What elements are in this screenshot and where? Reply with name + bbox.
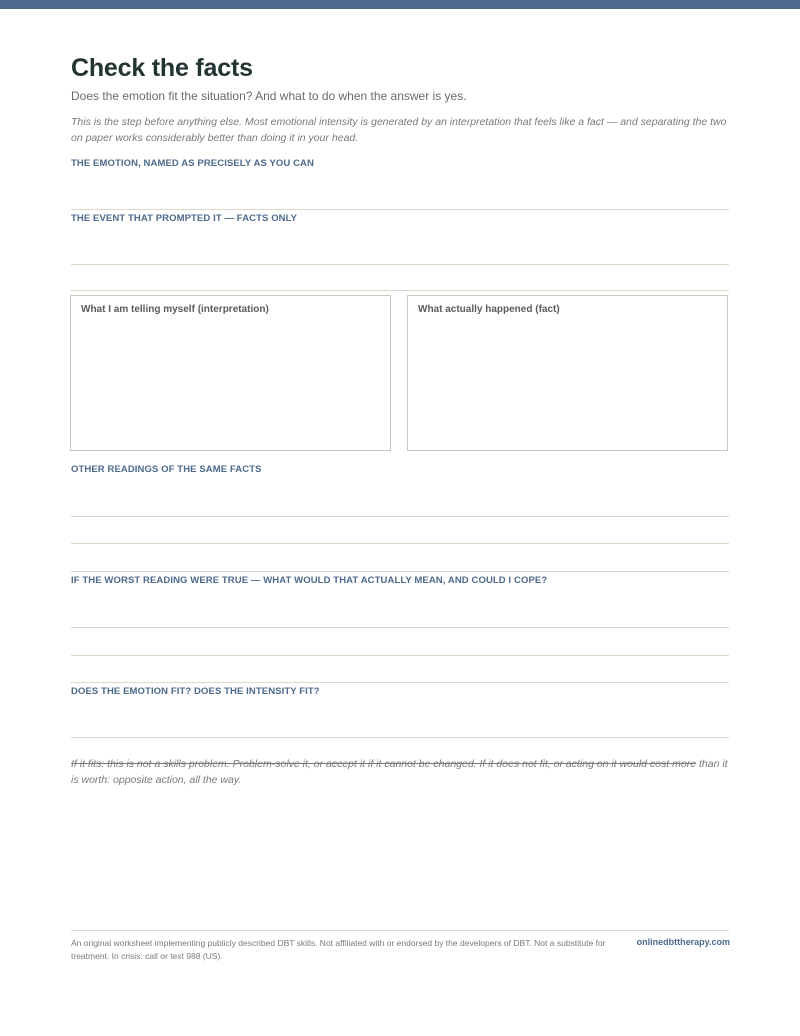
- page-title: Check the facts: [71, 54, 253, 82]
- worst-reading-line-2[interactable]: [71, 655, 729, 656]
- event-section-label: THE EVENT THAT PROMPTED IT — FACTS ONLY: [71, 213, 298, 224]
- worst-reading-line-3[interactable]: [71, 682, 729, 683]
- guidance-note: [71, 757, 736, 788]
- other-readings-line-2[interactable]: [71, 543, 729, 544]
- interpretation-box-label: What I am telling myself (interpretation): [81, 304, 269, 315]
- page-subtitle: Does the emotion fit the situation? And what to do when the answer is yes.: [71, 89, 467, 103]
- top-accent-bar: [0, 0, 800, 9]
- other-readings-section-label: OTHER READINGS OF THE SAME FACTS: [71, 464, 262, 475]
- event-writing-line-2[interactable]: [71, 290, 729, 291]
- other-readings-line-1[interactable]: [71, 516, 729, 517]
- emotion-section-label: THE EMOTION, NAMED AS PRECISELY AS YOU CAN: [71, 158, 314, 169]
- guidance-note-rest: than it is worth: opposite action, all the way.: [71, 758, 728, 786]
- guidance-note-struck: If it fits: this is not a skills problem. Problem-solve it, or accept it if it cannot be changed. If it does not fit, or acting on it would cost more: [71, 758, 697, 770]
- fact-box[interactable]: [407, 295, 728, 451]
- fact-box-label: What actually happened (fact): [418, 304, 560, 315]
- footer-site-link[interactable]: onlinedbttherapy.com: [636, 937, 730, 947]
- other-readings-line-3[interactable]: [71, 571, 729, 572]
- event-writing-line-1[interactable]: [71, 264, 729, 265]
- intro-text: This is the step before anything else. Most emotional intensity is generated by an interpretation that feels like a fact — and separating the two on paper works considerably better than doing it in your head.: [71, 116, 727, 144]
- interpretation-box[interactable]: [70, 295, 391, 451]
- emotion-writing-line[interactable]: [71, 209, 729, 210]
- footer-divider: [71, 930, 729, 931]
- worst-reading-section-label: IF THE WORST READING WERE TRUE — WHAT WOULD THAT ACTUALLY MEAN, AND COULD I COPE?: [71, 575, 548, 586]
- fit-section-label: DOES THE EMOTION FIT? DOES THE INTENSITY FIT?: [71, 686, 320, 697]
- footer-disclaimer: An original worksheet implementing publicly described DBT skills. Not affiliated with or endorsed by the developers of DBT. Not a substitute for treatment. In crisis: call or text 988 (US).: [71, 938, 606, 961]
- worst-reading-line-1[interactable]: [71, 627, 729, 628]
- fit-writing-line[interactable]: [71, 737, 729, 738]
